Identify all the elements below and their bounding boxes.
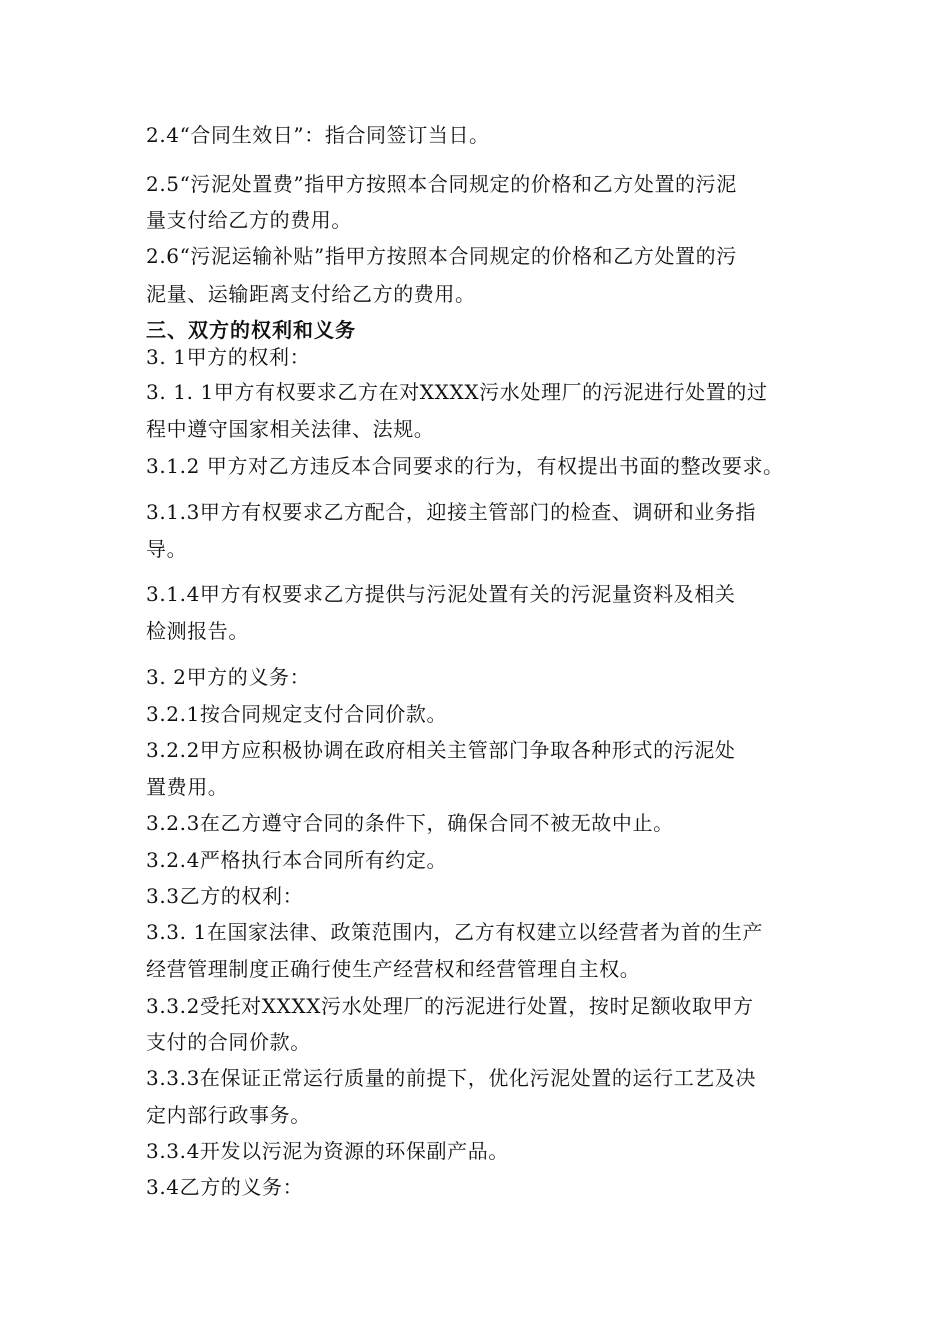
clause-3-1: 3. 1甲方的权利： <box>146 345 311 369</box>
clause-3-1-1-line1: 3. 1. 1甲方有权要求乙方在对XXXX污水处理厂的污泥进行处置的过 <box>146 380 768 404</box>
clause-3-1-3-line1: 3.1.3甲方有权要求乙方配合，迎接主管部门的检查、调研和业务指 <box>146 500 757 524</box>
clause-3-2: 3. 2甲方的义务： <box>146 665 311 689</box>
clause-3-2-1: 3.2.1按合同规定支付合同价款。 <box>146 702 448 726</box>
clause-2-6-line1: 2.6“污泥运输补贴”指甲方按照本合同规定的价格和乙方处置的污 <box>146 244 737 268</box>
clause-3-3-3-line1: 3.3.3在保证正常运行质量的前提下，优化污泥处置的运行工艺及决 <box>146 1066 757 1090</box>
clause-3-2-4: 3.2.4严格执行本合同所有约定。 <box>146 848 448 872</box>
clause-3-3: 3.3乙方的权利： <box>146 884 304 908</box>
clause-3-2-2-line1: 3.2.2甲方应积极协调在政府相关主管部门争取各种形式的污泥处 <box>146 738 736 762</box>
clause-2-5-line1: 2.5“污泥处置费”指甲方按照本合同规定的价格和乙方处置的污泥 <box>146 172 737 196</box>
clause-2-5-line2: 量支付给乙方的费用。 <box>146 208 352 232</box>
clause-3-3-1-line2: 经营管理制度正确行使生产经营权和经营管理自主权。 <box>146 957 641 981</box>
clause-3-3-4: 3.3.4开发以污泥为资源的环保副产品。 <box>146 1139 509 1163</box>
clause-3-1-4-line1: 3.1.4甲方有权要求乙方提供与污泥处置有关的污泥量资料及相关 <box>146 582 736 606</box>
clause-3-1-3-line2: 导。 <box>146 537 188 561</box>
clause-3-2-2-line2: 置费用。 <box>146 775 229 799</box>
section-heading: 三、双方的权利和义务 <box>146 318 356 342</box>
clause-3-3-3-line2: 定内部行政事务。 <box>146 1103 311 1127</box>
clause-2-6-line2: 泥量、运输距离支付给乙方的费用。 <box>146 282 476 306</box>
clause-3-3-2-line1: 3.3.2受托对XXXX污水处理厂的污泥进行处置，按时足额收取甲方 <box>146 994 754 1018</box>
clause-3-1-2: 3.1.2 甲方对乙方违反本合同要求的行为，有权提出书面的整改要求。 <box>146 454 784 478</box>
clause-3-1-1-line2: 程中遵守国家相关法律、法规。 <box>146 417 435 441</box>
clause-3-4: 3.4乙方的义务： <box>146 1175 304 1199</box>
clause-3-3-2-line2: 支付的合同价款。 <box>146 1030 311 1054</box>
clause-2-4: 2.4“合同生效日”：指合同签订当日。 <box>146 123 490 147</box>
clause-3-1-4-line2: 检测报告。 <box>146 619 249 643</box>
clause-3-2-3: 3.2.3在乙方遵守合同的条件下，确保合同不被无故中止。 <box>146 811 674 835</box>
clause-3-3-1-line1: 3.3. 1在国家法律、政策范围内，乙方有权建立以经营者为首的生产 <box>146 920 764 944</box>
